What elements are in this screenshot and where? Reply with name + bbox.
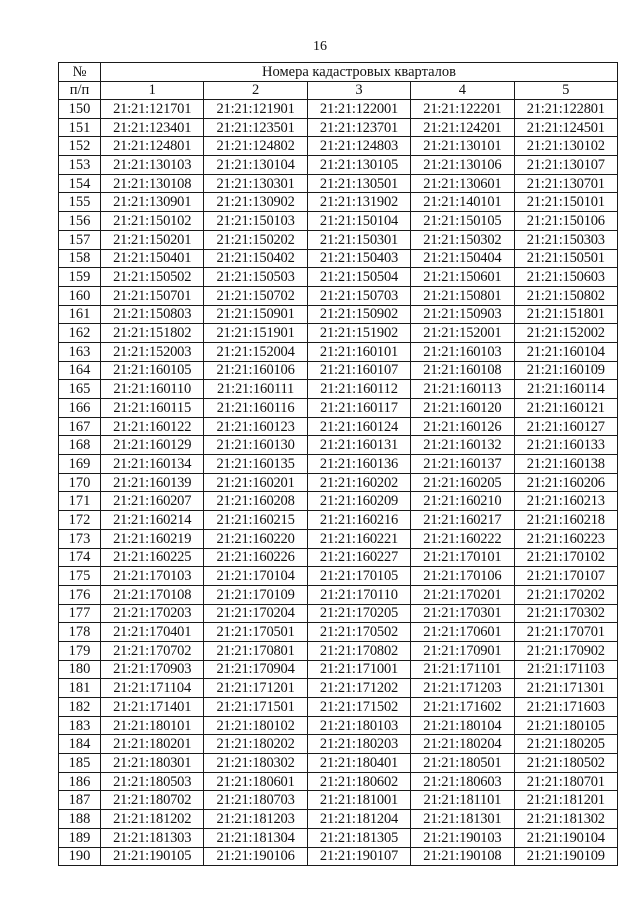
cadastral-number-cell: 21:21:150801 (411, 286, 514, 305)
cadastral-number-cell: 21:21:130105 (307, 156, 410, 175)
row-number: 174 (59, 548, 101, 567)
cadastral-number-cell: 21:21:160127 (514, 417, 617, 436)
table-row (59, 585, 618, 604)
table-row (59, 174, 618, 193)
cadastral-number-cell: 21:21:150301 (307, 230, 410, 249)
cadastral-number-cell: 21:21:171502 (307, 698, 410, 717)
cadastral-number-cell: 21:21:181204 (307, 810, 410, 829)
row-number: 162 (59, 324, 101, 343)
cadastral-number-cell: 21:21:160123 (204, 417, 307, 436)
cadastral-number-cell: 21:21:130106 (411, 156, 514, 175)
cadastral-number-cell: 21:21:130108 (101, 174, 204, 193)
cadastral-number-cell: 21:21:150903 (411, 305, 514, 324)
table-row (59, 137, 618, 156)
cadastral-number-cell: 21:21:160135 (204, 455, 307, 474)
row-number: 152 (59, 137, 101, 156)
cadastral-number-cell: 21:21:180702 (101, 791, 204, 810)
cadastral-number-cell: 21:21:130902 (204, 193, 307, 212)
cadastral-number-cell: 21:21:150702 (204, 286, 307, 305)
row-number: 166 (59, 399, 101, 418)
cadastral-number-cell: 21:21:131902 (307, 193, 410, 212)
cadastral-number-cell: 21:21:160227 (307, 548, 410, 567)
cadastral-number-cell: 21:21:190107 (307, 847, 410, 866)
cadastral-number-cell: 21:21:180105 (514, 716, 617, 735)
row-number: 173 (59, 529, 101, 548)
cadastral-number-cell: 21:21:160132 (411, 436, 514, 455)
table-row (59, 735, 618, 754)
cadastral-number-cell: 21:21:160112 (307, 380, 410, 399)
row-number: 163 (59, 342, 101, 361)
row-number: 172 (59, 511, 101, 530)
row-number: 187 (59, 791, 101, 810)
table-row (59, 548, 618, 567)
cadastral-number-cell: 21:21:150503 (204, 268, 307, 287)
cadastral-number-cell: 21:21:181001 (307, 791, 410, 810)
cadastral-number-cell: 21:21:190104 (514, 828, 617, 847)
cadastral-number-cell: 21:21:171203 (411, 679, 514, 698)
cadastral-number-cell: 21:21:171301 (514, 679, 617, 698)
cadastral-number-cell: 21:21:190109 (514, 847, 617, 866)
cadastral-number-cell: 21:21:170109 (204, 585, 307, 604)
cadastral-number-cell: 21:21:160103 (411, 342, 514, 361)
table-row (59, 305, 618, 324)
cadastral-number-cell: 21:21:122801 (514, 100, 617, 119)
cadastral-number-cell: 21:21:160221 (307, 529, 410, 548)
cadastral-number-cell: 21:21:150403 (307, 249, 410, 268)
table-row (59, 567, 618, 586)
cadastral-number-cell: 21:21:181203 (204, 810, 307, 829)
cadastral-number-cell: 21:21:130107 (514, 156, 617, 175)
cadastral-number-cell: 21:21:180204 (411, 735, 514, 754)
cadastral-number-cell: 21:21:181101 (411, 791, 514, 810)
cadastral-number-cell: 21:21:160136 (307, 455, 410, 474)
cadastral-number-cell: 21:21:160210 (411, 492, 514, 511)
cadastral-quarters-table (58, 62, 618, 866)
table-row (59, 716, 618, 735)
table-row (59, 193, 618, 212)
cadastral-number-cell: 21:21:152001 (411, 324, 514, 343)
table-row (59, 679, 618, 698)
cadastral-number-cell: 21:21:170801 (204, 641, 307, 660)
column-header-4: 4 (411, 81, 514, 100)
cadastral-number-cell: 21:21:150902 (307, 305, 410, 324)
cadastral-number-cell: 21:21:160134 (101, 455, 204, 474)
cadastral-number-cell: 21:21:160115 (101, 399, 204, 418)
cadastral-number-cell: 21:21:180703 (204, 791, 307, 810)
cadastral-number-cell: 21:21:160113 (411, 380, 514, 399)
cadastral-number-cell: 21:21:122001 (307, 100, 410, 119)
cadastral-number-cell: 21:21:180501 (411, 754, 514, 773)
table-row (59, 156, 618, 175)
table-row (59, 417, 618, 436)
cadastral-number-cell: 21:21:181302 (514, 810, 617, 829)
cadastral-number-cell: 21:21:180203 (307, 735, 410, 754)
row-number: 164 (59, 361, 101, 380)
cadastral-number-cell: 21:21:170201 (411, 585, 514, 604)
cadastral-number-cell: 21:21:123401 (101, 118, 204, 137)
cadastral-number-cell: 21:21:152002 (514, 324, 617, 343)
cadastral-number-cell: 21:21:150202 (204, 230, 307, 249)
cadastral-number-cell: 21:21:121701 (101, 100, 204, 119)
cadastral-number-cell: 21:21:150105 (411, 212, 514, 231)
column-header-5: 5 (514, 81, 617, 100)
row-number: 184 (59, 735, 101, 754)
cadastral-number-cell: 21:21:170702 (101, 641, 204, 660)
cadastral-number-cell: 21:21:180401 (307, 754, 410, 773)
table-row (59, 100, 618, 119)
cadastral-number-cell: 21:21:151801 (514, 305, 617, 324)
cadastral-number-cell: 21:21:160104 (514, 342, 617, 361)
cadastral-number-cell: 21:21:160129 (101, 436, 204, 455)
table-row (59, 380, 618, 399)
cadastral-number-cell: 21:21:180101 (101, 716, 204, 735)
row-number: 175 (59, 567, 101, 586)
cadastral-number-cell: 21:21:160225 (101, 548, 204, 567)
cadastral-number-cell: 21:21:160126 (411, 417, 514, 436)
cadastral-number-cell: 21:21:160138 (514, 455, 617, 474)
cadastral-number-cell: 21:21:150802 (514, 286, 617, 305)
cadastral-number-cell: 21:21:180701 (514, 772, 617, 791)
cadastral-number-cell: 21:21:170401 (101, 623, 204, 642)
cadastral-number-cell: 21:21:160218 (514, 511, 617, 530)
cadastral-number-cell: 21:21:170105 (307, 567, 410, 586)
cadastral-number-cell: 21:21:170107 (514, 567, 617, 586)
table-row (59, 230, 618, 249)
cadastral-number-cell: 21:21:160209 (307, 492, 410, 511)
cadastral-number-cell: 21:21:152004 (204, 342, 307, 361)
cadastral-number-cell: 21:21:160214 (101, 511, 204, 530)
table-row (59, 529, 618, 548)
cadastral-number-cell: 21:21:170205 (307, 604, 410, 623)
cadastral-number-cell: 21:21:130701 (514, 174, 617, 193)
cadastral-number-cell: 21:21:160216 (307, 511, 410, 530)
cadastral-number-cell: 21:21:160107 (307, 361, 410, 380)
cadastral-number-cell: 21:21:180103 (307, 716, 410, 735)
cadastral-number-cell: 21:21:170601 (411, 623, 514, 642)
cadastral-number-cell: 21:21:150601 (411, 268, 514, 287)
cadastral-number-cell: 21:21:160133 (514, 436, 617, 455)
cadastral-number-cell: 21:21:130601 (411, 174, 514, 193)
table-row (59, 473, 618, 492)
table-row (59, 511, 618, 530)
cadastral-number-cell: 21:21:180602 (307, 772, 410, 791)
column-header-3: 3 (307, 81, 410, 100)
cadastral-number-cell: 21:21:170103 (101, 567, 204, 586)
table-row (59, 436, 618, 455)
row-number: 179 (59, 641, 101, 660)
row-number: 171 (59, 492, 101, 511)
column-header-1: 1 (101, 81, 204, 100)
cadastral-number-cell: 21:21:171501 (204, 698, 307, 717)
row-number: 159 (59, 268, 101, 287)
cadastral-number-cell: 21:21:124803 (307, 137, 410, 156)
cadastral-number-cell: 21:21:160223 (514, 529, 617, 548)
header-number-top: № (59, 63, 101, 82)
cadastral-number-cell: 21:21:124501 (514, 118, 617, 137)
cadastral-number-cell: 21:21:151901 (204, 324, 307, 343)
cadastral-number-cell: 21:21:124201 (411, 118, 514, 137)
cadastral-number-cell: 21:21:123701 (307, 118, 410, 137)
cadastral-number-cell: 21:21:160222 (411, 529, 514, 548)
cadastral-number-cell: 21:21:160137 (411, 455, 514, 474)
cadastral-number-cell: 21:21:171401 (101, 698, 204, 717)
cadastral-number-cell: 21:21:121901 (204, 100, 307, 119)
cadastral-number-cell: 21:21:181305 (307, 828, 410, 847)
cadastral-number-cell: 21:21:140101 (411, 193, 514, 212)
table-row (59, 772, 618, 791)
cadastral-number-cell: 21:21:150901 (204, 305, 307, 324)
cadastral-number-cell: 21:21:190108 (411, 847, 514, 866)
cadastral-number-cell: 21:21:160213 (514, 492, 617, 511)
table-row (59, 212, 618, 231)
table-row (59, 399, 618, 418)
table-row (59, 660, 618, 679)
cadastral-number-cell: 21:21:171602 (411, 698, 514, 717)
cadastral-number-cell: 21:21:170202 (514, 585, 617, 604)
cadastral-number-cell: 21:21:160206 (514, 473, 617, 492)
cadastral-number-cell: 21:21:181202 (101, 810, 204, 829)
row-number: 167 (59, 417, 101, 436)
cadastral-number-cell: 21:21:150803 (101, 305, 204, 324)
cadastral-number-cell: 21:21:150504 (307, 268, 410, 287)
cadastral-number-cell: 21:21:160111 (204, 380, 307, 399)
cadastral-number-cell: 21:21:160122 (101, 417, 204, 436)
cadastral-number-cell: 21:21:150201 (101, 230, 204, 249)
cadastral-number-cell: 21:21:181201 (514, 791, 617, 810)
row-number: 153 (59, 156, 101, 175)
cadastral-number-cell: 21:21:181304 (204, 828, 307, 847)
cadastral-number-cell: 21:21:170204 (204, 604, 307, 623)
cadastral-number-cell: 21:21:160131 (307, 436, 410, 455)
column-header-2: 2 (204, 81, 307, 100)
cadastral-number-cell: 21:21:170104 (204, 567, 307, 586)
table-row (59, 641, 618, 660)
cadastral-number-cell: 21:21:160124 (307, 417, 410, 436)
cadastral-number-cell: 21:21:160207 (101, 492, 204, 511)
cadastral-number-cell: 21:21:171202 (307, 679, 410, 698)
cadastral-number-cell: 21:21:160220 (204, 529, 307, 548)
cadastral-number-cell: 21:21:160217 (411, 511, 514, 530)
cadastral-number-cell: 21:21:170101 (411, 548, 514, 567)
cadastral-number-cell: 21:21:180302 (204, 754, 307, 773)
cadastral-number-cell: 21:21:181303 (101, 828, 204, 847)
cadastral-number-cell: 21:21:130901 (101, 193, 204, 212)
cadastral-number-cell: 21:21:171603 (514, 698, 617, 717)
cadastral-number-cell: 21:21:180102 (204, 716, 307, 735)
table-row (59, 118, 618, 137)
cadastral-number-cell: 21:21:150102 (101, 212, 204, 231)
cadastral-number-cell: 21:21:160139 (101, 473, 204, 492)
table-row (59, 249, 618, 268)
cadastral-number-cell: 21:21:150502 (101, 268, 204, 287)
row-number: 189 (59, 828, 101, 847)
cadastral-number-cell: 21:21:160215 (204, 511, 307, 530)
row-number: 188 (59, 810, 101, 829)
cadastral-number-cell: 21:21:150603 (514, 268, 617, 287)
cadastral-number-cell: 21:21:160106 (204, 361, 307, 380)
table-row (59, 455, 618, 474)
row-number: 160 (59, 286, 101, 305)
cadastral-number-cell: 21:21:171103 (514, 660, 617, 679)
cadastral-number-cell: 21:21:130103 (101, 156, 204, 175)
cadastral-number-cell: 21:21:150404 (411, 249, 514, 268)
cadastral-number-cell: 21:21:160114 (514, 380, 617, 399)
cadastral-number-cell: 21:21:171101 (411, 660, 514, 679)
row-number: 180 (59, 660, 101, 679)
cadastral-number-cell: 21:21:160205 (411, 473, 514, 492)
cadastral-number-cell: 21:21:170110 (307, 585, 410, 604)
row-number: 151 (59, 118, 101, 137)
cadastral-number-cell: 21:21:160201 (204, 473, 307, 492)
cadastral-number-cell: 21:21:150302 (411, 230, 514, 249)
table-row (59, 268, 618, 287)
cadastral-number-cell: 21:21:160219 (101, 529, 204, 548)
cadastral-number-cell: 21:21:130101 (411, 137, 514, 156)
cadastral-number-cell: 21:21:151802 (101, 324, 204, 343)
table-row (59, 492, 618, 511)
table-row (59, 791, 618, 810)
table-row (59, 847, 618, 866)
cadastral-number-cell: 21:21:170802 (307, 641, 410, 660)
row-number: 176 (59, 585, 101, 604)
cadastral-number-cell: 21:21:160108 (411, 361, 514, 380)
table-row (59, 604, 618, 623)
cadastral-number-cell: 21:21:181301 (411, 810, 514, 829)
row-number: 181 (59, 679, 101, 698)
cadastral-number-cell: 21:21:170903 (101, 660, 204, 679)
cadastral-number-cell: 21:21:150106 (514, 212, 617, 231)
table-row (59, 828, 618, 847)
cadastral-number-cell: 21:21:130301 (204, 174, 307, 193)
cadastral-number-cell: 21:21:160121 (514, 399, 617, 418)
cadastral-number-cell: 21:21:180503 (101, 772, 204, 791)
row-number: 170 (59, 473, 101, 492)
row-number: 190 (59, 847, 101, 866)
cadastral-number-cell: 21:21:171104 (101, 679, 204, 698)
cadastral-number-cell: 21:21:150101 (514, 193, 617, 212)
cadastral-number-cell: 21:21:170301 (411, 604, 514, 623)
table-row (59, 698, 618, 717)
cadastral-number-cell: 21:21:160120 (411, 399, 514, 418)
row-number: 169 (59, 455, 101, 474)
cadastral-number-cell: 21:21:170203 (101, 604, 204, 623)
row-number: 155 (59, 193, 101, 212)
cadastral-number-cell: 21:21:180603 (411, 772, 514, 791)
cadastral-number-cell: 21:21:160110 (101, 380, 204, 399)
cadastral-number-cell: 21:21:150303 (514, 230, 617, 249)
page-number: 16 (313, 39, 327, 54)
cadastral-number-cell: 21:21:180202 (204, 735, 307, 754)
cadastral-number-cell: 21:21:160101 (307, 342, 410, 361)
cadastral-number-cell: 21:21:150501 (514, 249, 617, 268)
cadastral-number-cell: 21:21:180301 (101, 754, 204, 773)
cadastral-number-cell: 21:21:171001 (307, 660, 410, 679)
cadastral-number-cell: 21:21:180205 (514, 735, 617, 754)
cadastral-number-cell: 21:21:160117 (307, 399, 410, 418)
cadastral-number-cell: 21:21:170302 (514, 604, 617, 623)
cadastral-number-cell: 21:21:171201 (204, 679, 307, 698)
cadastral-number-cell: 21:21:170106 (411, 567, 514, 586)
cadastral-number-cell: 21:21:160202 (307, 473, 410, 492)
cadastral-number-cell: 21:21:130501 (307, 174, 410, 193)
row-number: 156 (59, 212, 101, 231)
cadastral-number-cell: 21:21:170102 (514, 548, 617, 567)
row-number: 183 (59, 716, 101, 735)
row-number: 178 (59, 623, 101, 642)
table-row (59, 810, 618, 829)
cadastral-number-cell: 21:21:170902 (514, 641, 617, 660)
cadastral-number-cell: 21:21:160226 (204, 548, 307, 567)
table-row (59, 754, 618, 773)
row-number: 182 (59, 698, 101, 717)
cadastral-number-cell: 21:21:180201 (101, 735, 204, 754)
cadastral-number-cell: 21:21:190103 (411, 828, 514, 847)
cadastral-number-cell: 21:21:160105 (101, 361, 204, 380)
cadastral-number-cell: 21:21:190106 (204, 847, 307, 866)
cadastral-number-cell: 21:21:152003 (101, 342, 204, 361)
table-row (59, 342, 618, 361)
row-number: 186 (59, 772, 101, 791)
cadastral-number-cell: 21:21:170901 (411, 641, 514, 660)
cadastral-number-cell: 21:21:160109 (514, 361, 617, 380)
cadastral-number-cell: 21:21:170501 (204, 623, 307, 642)
cadastral-number-cell: 21:21:124802 (204, 137, 307, 156)
cadastral-number-cell: 21:21:151902 (307, 324, 410, 343)
cadastral-number-cell: 21:21:160116 (204, 399, 307, 418)
cadastral-number-cell: 21:21:150104 (307, 212, 410, 231)
cadastral-number-cell: 21:21:160208 (204, 492, 307, 511)
cadastral-number-cell: 21:21:150701 (101, 286, 204, 305)
cadastral-number-cell: 21:21:170904 (204, 660, 307, 679)
cadastral-number-cell: 21:21:130104 (204, 156, 307, 175)
cadastral-number-cell: 21:21:170701 (514, 623, 617, 642)
table-body (59, 100, 618, 866)
row-number: 161 (59, 305, 101, 324)
cadastral-number-cell: 21:21:180502 (514, 754, 617, 773)
cadastral-number-cell: 21:21:150103 (204, 212, 307, 231)
cadastral-number-cell: 21:21:150703 (307, 286, 410, 305)
row-number: 177 (59, 604, 101, 623)
row-number: 185 (59, 754, 101, 773)
header-number-bottom: п/п (59, 81, 101, 100)
table-row (59, 623, 618, 642)
cadastral-number-cell: 21:21:123501 (204, 118, 307, 137)
table-row (59, 324, 618, 343)
header-group-title: Номера кадастровых кварталов (101, 63, 618, 82)
cadastral-number-cell: 21:21:122201 (411, 100, 514, 119)
row-number: 158 (59, 249, 101, 268)
row-number: 150 (59, 100, 101, 119)
row-number: 157 (59, 230, 101, 249)
row-number: 168 (59, 436, 101, 455)
cadastral-number-cell: 21:21:124801 (101, 137, 204, 156)
row-number: 165 (59, 380, 101, 399)
cadastral-number-cell: 21:21:170502 (307, 623, 410, 642)
row-number: 154 (59, 174, 101, 193)
cadastral-number-cell: 21:21:170108 (101, 585, 204, 604)
cadastral-number-cell: 21:21:150401 (101, 249, 204, 268)
cadastral-number-cell: 21:21:180601 (204, 772, 307, 791)
cadastral-number-cell: 21:21:160130 (204, 436, 307, 455)
cadastral-number-cell: 21:21:180104 (411, 716, 514, 735)
cadastral-number-cell: 21:21:150402 (204, 249, 307, 268)
table-row (59, 286, 618, 305)
table-row (59, 361, 618, 380)
cadastral-number-cell: 21:21:190105 (101, 847, 204, 866)
cadastral-number-cell: 21:21:130102 (514, 137, 617, 156)
